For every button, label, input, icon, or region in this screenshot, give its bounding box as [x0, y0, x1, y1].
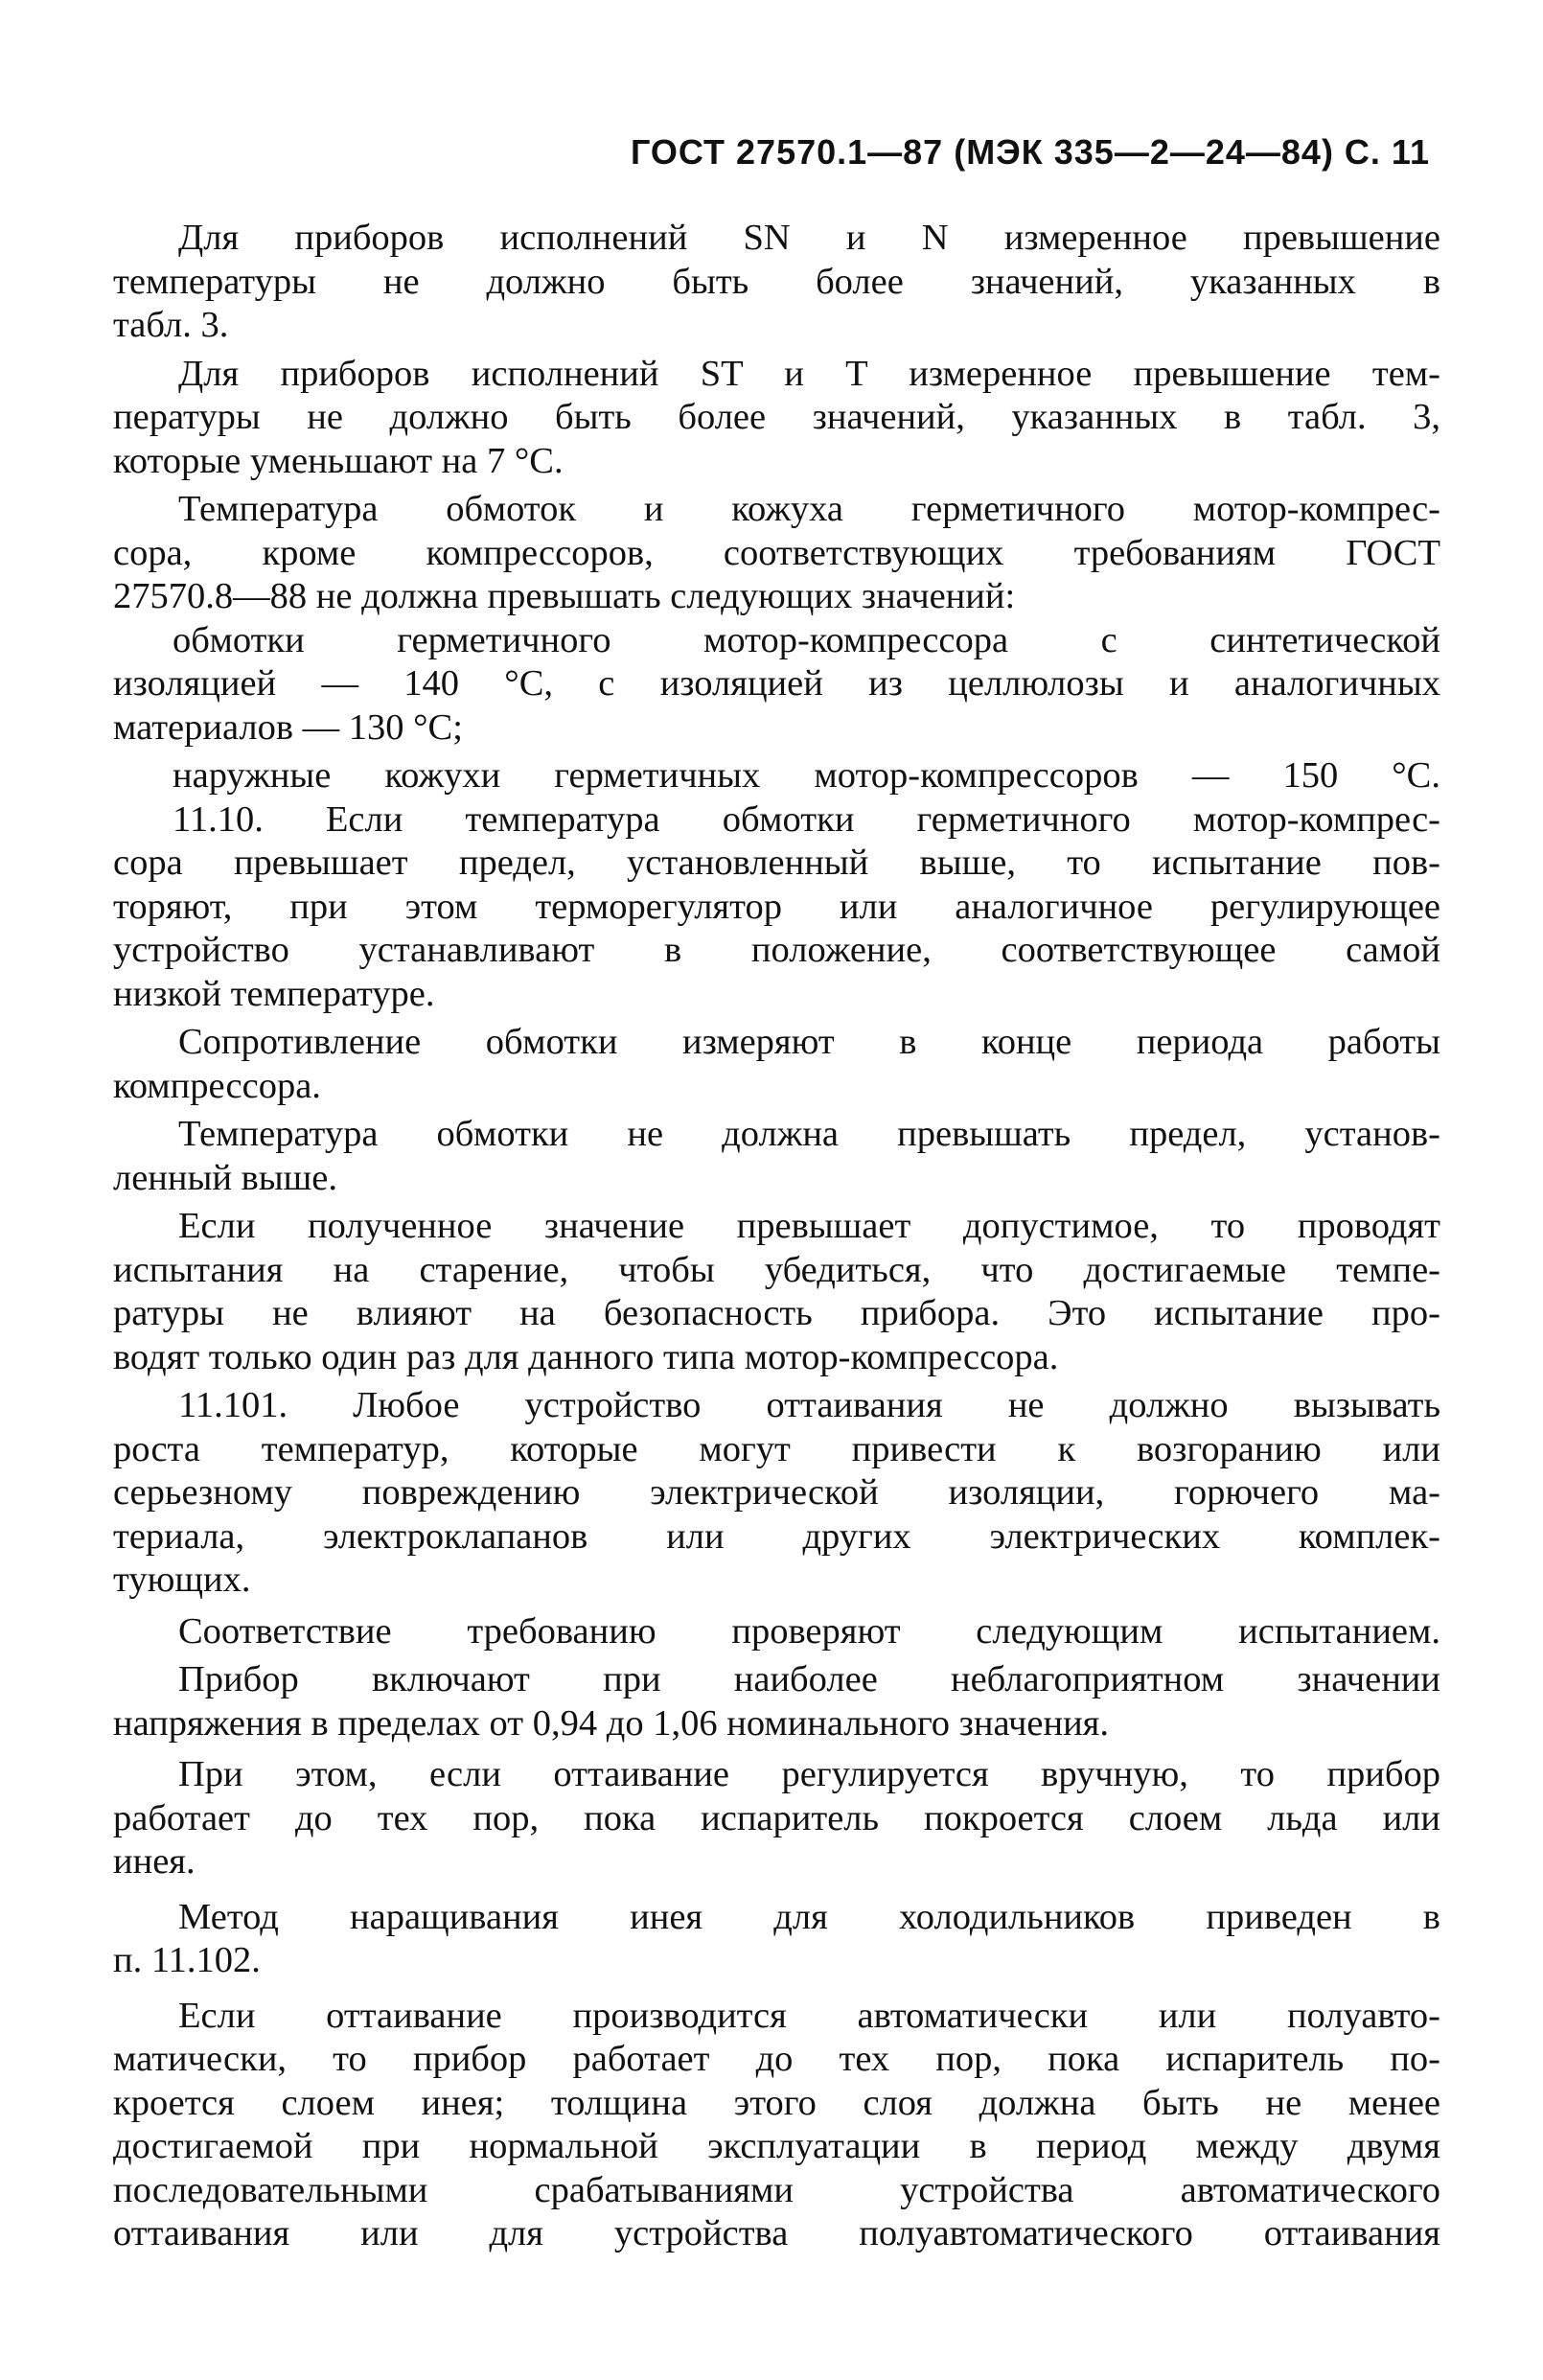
text-line: Для приборов исполнений ST и T измеренное превышение тем- — [178, 353, 1440, 394]
text-line: сора превышает предел, установленный выше, то испытание пов- — [113, 843, 1440, 883]
text-line: низкой температуре. — [113, 973, 435, 1014]
text-line: серьезному повреждению электрической изоляции, горючего ма- — [113, 1472, 1440, 1513]
text-line: материалов — 130 °С; — [113, 706, 463, 748]
page-header: ГОСТ 27570.1—87 (МЭК 335—2—24—84) С. 11 — [631, 132, 1430, 172]
text-line: ленный выше. — [113, 1157, 338, 1198]
text-line: Для приборов исполнений SN и N измеренное превышение — [178, 218, 1440, 258]
text-line: торяют, при этом терморегулятор или аналогичное регулирующее — [113, 886, 1440, 927]
text-line: тующих. — [113, 1560, 251, 1600]
text-line: 11.10. Если температура обмотки герметичного мотор-компрес- — [173, 798, 1440, 840]
text-line: испытания на старение, чтобы убедиться, что достигаемые темпе- — [113, 1249, 1440, 1290]
text-line: наружные кожухи герметичных мотор-компрессоров — 150 °С. — [173, 755, 1440, 796]
text-line: температуры не должно быть более значений, указанных в — [113, 261, 1440, 302]
text-line: 11.101. Любое устройство оттаивания не должно вызывать — [178, 1385, 1440, 1425]
text-line: напряжения в пределах от 0,94 до 1,06 номинального значения. — [113, 1702, 1110, 1744]
text-line: инея. — [113, 1841, 196, 1882]
text-line: Соответствие требованию проверяют следующим испытанием. — [178, 1610, 1440, 1652]
text-line: Прибор включают при наиболее неблагоприятном значении — [178, 1659, 1440, 1699]
text-line: компрессора. — [113, 1065, 321, 1106]
text-line: которые уменьшают на 7 °С. — [113, 440, 564, 481]
text-line: Температура обмоток и кожуха герметичного мотор-компрес- — [178, 489, 1440, 529]
text-line: Сопротивление обмотки измеряют в конце периода работы — [178, 1022, 1440, 1062]
text-line: водят только один раз для данного типа мотор-компрессора. — [113, 1336, 1059, 1377]
text-line: Если оттаивание производится автоматически или полуавто- — [178, 1995, 1440, 2036]
text-line: кроется слоем инея; толщина этого слоя должна быть не менее — [113, 2082, 1440, 2123]
text-line: Метод наращивания инея для холодильников приведен в — [178, 1896, 1440, 1937]
text-line: матически, то прибор работает до тех пор, пока испаритель по- — [113, 2039, 1440, 2079]
text-line: устройство устанавливают в положение, соответствующее самой — [113, 930, 1440, 970]
text-line: роста температур, которые могут привести к возгоранию или — [113, 1428, 1440, 1469]
text-line: табл. 3. — [113, 305, 229, 345]
text-line: оттаивания или для устройства полуавтоматического оттаивания — [113, 2213, 1440, 2253]
text-line: п. 11.102. — [113, 1940, 261, 1980]
text-line: пературы не должно быть более значений, указанных в табл. 3, — [113, 397, 1440, 437]
text-line: 27570.8—88 не должна превышать следующих значений: — [113, 576, 1016, 616]
text-line: изоляцией — 140 °С, с изоляцией из целлюлозы и аналогичных — [113, 663, 1440, 704]
text-line: достигаемой при нормальной эксплуатации в период между двумя — [113, 2126, 1440, 2166]
text-line: При этом, если оттаивание регулируется вручную, то прибор — [178, 1754, 1440, 1794]
text-line: сора, кроме компрессоров, соответствующих требованиям ГОСТ — [113, 532, 1440, 573]
text-line: Если полученное значение превышает допустимое, то проводят — [178, 1206, 1440, 1246]
text-line: териала, электроклапанов или других электрических комплек- — [113, 1515, 1440, 1557]
text-line: последовательными срабатываниями устройства автоматического — [113, 2169, 1440, 2210]
text-line: ратуры не влияют на безопасность прибора. Это испытание про- — [113, 1293, 1440, 1333]
text-line: обмотки герметичного мотор-компрессора с синтетической — [173, 619, 1440, 660]
text-line: Температура обмотки не должна превышать предел, установ- — [178, 1114, 1440, 1154]
body-text — [113, 217, 1440, 2256]
text-line: работает до тех пор, пока испаритель покроется слоем льда или — [113, 1797, 1440, 1838]
